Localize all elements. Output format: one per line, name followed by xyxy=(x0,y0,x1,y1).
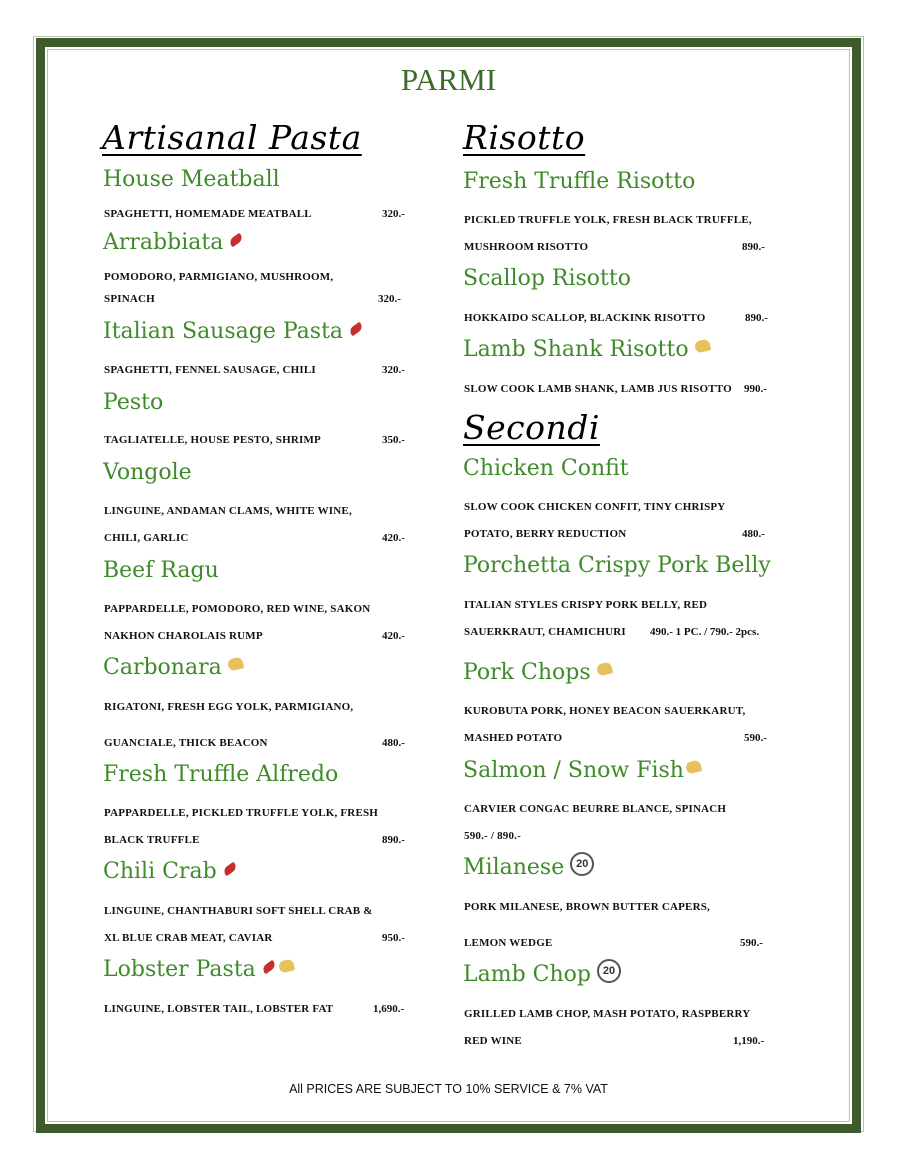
dish-description: PORK MILANESE, BROWN BUTTER CAPERS, xyxy=(464,901,710,913)
dish-description: MASHED POTATO xyxy=(464,732,563,744)
dish-description: CHILI, GARLIC xyxy=(104,532,189,544)
dish-price: 590.- xyxy=(740,937,763,949)
dish-name-row xyxy=(103,319,363,344)
dish-description: KUROBUTA PORK, HONEY BEACON SAUERKARUT, xyxy=(464,705,746,717)
dish-name-row xyxy=(463,855,594,880)
chili-pepper-icon xyxy=(222,862,238,877)
frame-corner xyxy=(36,1109,60,1133)
dish-price: 1,190.- xyxy=(733,1035,765,1047)
dish-description: GUANCIALE, THICK BEACON xyxy=(104,737,268,749)
20-minute-timer-icon: 20 xyxy=(570,852,594,876)
dish-description: LEMON WEDGE xyxy=(464,937,553,949)
dish-price: 320.- xyxy=(382,208,405,220)
dish-description: HOKKAIDO SCALLOP, BLACKINK RISOTTO xyxy=(464,312,706,324)
dish-name-row xyxy=(103,859,237,884)
20-minute-timer-icon: 20 xyxy=(597,959,621,983)
chili-pepper-icon xyxy=(348,322,364,337)
dish-price: 420.- xyxy=(382,630,405,642)
dish-price: 350.- xyxy=(382,434,405,446)
dish-name: Italian Sausage Pasta xyxy=(103,319,344,344)
dish-name: Chili Crab xyxy=(103,859,217,884)
frame-corner xyxy=(837,1109,861,1133)
dish-description: PAPPARDELLE, PICKLED TRUFFLE YOLK, FRESH xyxy=(104,807,379,819)
dish-description: MUSHROOM RISOTTO xyxy=(464,241,589,253)
section-heading-secondi: Secondi xyxy=(463,408,600,447)
dish-description: SAUERKRAUT, CHAMICHURI xyxy=(464,626,626,638)
dish-name: Vongole xyxy=(103,460,192,485)
frame-left xyxy=(36,62,45,1110)
dish-name: Carbonara xyxy=(103,655,222,680)
shellfish-icon xyxy=(693,338,711,353)
dish-name: Fresh Truffle Alfredo xyxy=(103,762,339,787)
dish-description: LINGUINE, LOBSTER TAIL, LOBSTER FAT xyxy=(104,1003,334,1015)
dish-price: 590.- xyxy=(744,732,767,744)
dish-description: PICKLED TRUFFLE YOLK, FRESH BLACK TRUFFLE, xyxy=(464,214,752,226)
dish-name: Porchetta Crispy Pork Belly xyxy=(463,553,771,578)
shellfish-icon xyxy=(595,661,613,676)
dish-name-row xyxy=(463,660,612,685)
section-heading-risotto: Risotto xyxy=(463,118,586,157)
dish-price: 320.- xyxy=(382,364,405,376)
frame-right xyxy=(852,62,861,1110)
shellfish-icon xyxy=(226,656,244,671)
dish-description: POTATO, BERRY REDUCTION xyxy=(464,528,627,540)
dish-price: 950.- xyxy=(382,932,405,944)
dish-name: Lamb Shank Risotto xyxy=(463,337,689,362)
dish-name: Salmon / Snow Fish xyxy=(463,758,684,783)
dish-price: 890.- xyxy=(745,312,768,324)
dish-description: BLACK TRUFFLE xyxy=(104,834,200,846)
restaurant-name: PARMI xyxy=(400,62,497,97)
dish-name: Milanese xyxy=(463,855,565,880)
chili-pepper-icon xyxy=(261,960,277,975)
section-heading-pasta: Artisanal Pasta xyxy=(102,118,362,157)
dish-description: SPINACH xyxy=(104,293,155,305)
dish-description: ITALIAN STYLES CRISPY PORK BELLY, RED xyxy=(464,599,708,611)
dish-description: LINGUINE, CHANTHABURI SOFT SHELL CRAB & xyxy=(104,905,373,917)
dish-name: Chicken Confit xyxy=(463,456,629,481)
dish-price: 990.- xyxy=(744,383,767,395)
dish-description: POMODORO, PARMIGIANO, MUSHROOM, xyxy=(104,271,334,283)
dish-price: 480.- xyxy=(742,528,765,540)
dish-name-row xyxy=(463,337,710,362)
dish-name: House Meatball xyxy=(103,167,280,192)
dish-description: XL BLUE CRAB MEAT, CAVIAR xyxy=(104,932,273,944)
shellfish-icon xyxy=(277,958,295,973)
dish-name-row xyxy=(463,962,621,987)
dish-description: PAPPARDELLE, POMODORO, RED WINE, SAKON xyxy=(104,603,371,615)
dish-description: GRILLED LAMB CHOP, MASH POTATO, RASPBERRY xyxy=(464,1008,751,1020)
dish-description: RED WINE xyxy=(464,1035,522,1047)
price-disclaimer: All PRICES ARE SUBJECT TO 10% SERVICE & 7% VAT xyxy=(289,1082,608,1096)
frame-corner xyxy=(36,38,60,62)
dish-name-row xyxy=(463,758,701,783)
dish-name-row xyxy=(103,655,243,680)
dish-description: NAKHON CHAROLAIS RUMP xyxy=(104,630,263,642)
dish-name: Pesto xyxy=(103,390,164,415)
dish-price: 890.- xyxy=(742,241,765,253)
dish-description: SPAGHETTI, FENNEL SAUSAGE, CHILI xyxy=(104,364,316,376)
dish-description: RIGATONI, FRESH EGG YOLK, PARMIGIANO, xyxy=(104,701,354,713)
dish-description: SLOW COOK CHICKEN CONFIT, TINY CHRISPY xyxy=(464,501,726,513)
dish-price: 890.- xyxy=(382,834,405,846)
chili-pepper-icon xyxy=(228,233,244,248)
dish-price: 420.- xyxy=(382,532,405,544)
dish-description: SPAGHETTI, HOMEMADE MEATBALL xyxy=(104,208,312,220)
frame-top xyxy=(60,38,838,47)
dish-name: Lamb Chop xyxy=(463,962,591,987)
dish-name-row xyxy=(103,957,294,982)
dish-price: 480.- xyxy=(382,737,405,749)
dish-price: 590.- / 890.- xyxy=(464,830,521,842)
shellfish-icon xyxy=(685,759,703,774)
frame-bottom xyxy=(60,1124,838,1133)
dish-name: Fresh Truffle Risotto xyxy=(463,169,696,194)
dish-price: 490.- 1 PC. / 790.- 2pcs. xyxy=(650,626,760,638)
dish-name-row xyxy=(103,230,243,255)
dish-description: LINGUINE, ANDAMAN CLAMS, WHITE WINE, xyxy=(104,505,352,517)
dish-description: CARVIER CONGAC BEURRE BLANCE, SPINACH xyxy=(464,803,727,815)
dish-name: Scallop Risotto xyxy=(463,266,631,291)
dish-description: SLOW COOK LAMB SHANK, LAMB JUS RISOTTO xyxy=(464,383,732,395)
frame-corner xyxy=(837,38,861,62)
dish-price: 320.- xyxy=(378,293,401,305)
dish-price: 1,690.- xyxy=(373,1003,405,1015)
dish-description: TAGLIATELLE, HOUSE PESTO, SHRIMP xyxy=(104,434,321,446)
dish-name: Beef Ragu xyxy=(103,558,219,583)
dish-name: Lobster Pasta xyxy=(103,957,256,982)
dish-name: Pork Chops xyxy=(463,660,591,685)
dish-name: Arrabbiata xyxy=(103,230,224,255)
